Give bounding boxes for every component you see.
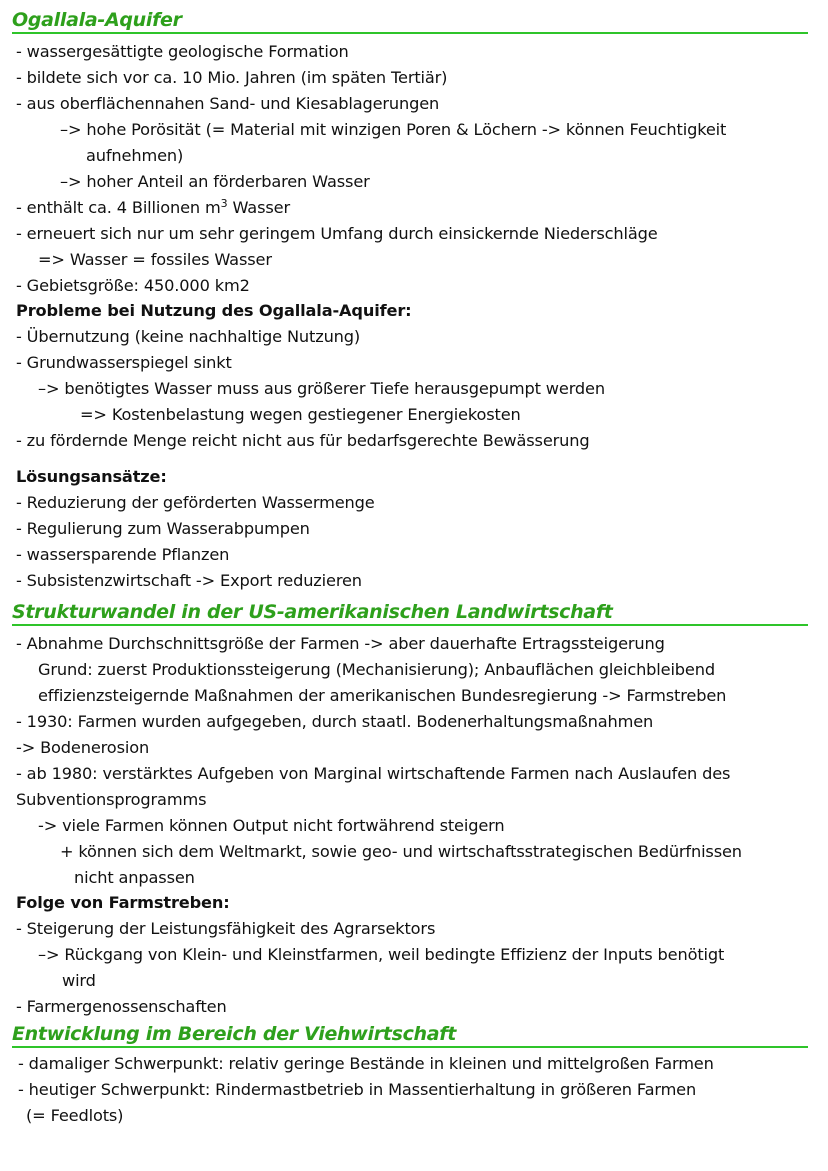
text-line: - Übernutzung (keine nachhaltige Nutzung)	[16, 327, 361, 346]
text-line: - ab 1980: verstärktes Aufgeben von Marginal wirtschaftende Farmen nach Auslaufen des	[16, 764, 731, 783]
text-line: -> viele Farmen können Output nicht fortwährend steigern	[38, 816, 505, 835]
text-line: - aus oberflächennahen Sand- und Kiesablagerungen	[16, 94, 440, 113]
text-line: - Subsistenzwirtschaft -> Export reduzieren	[16, 571, 362, 590]
text-line: => Wasser = fossiles Wasser	[38, 250, 272, 269]
text-line: -> Bodenerosion	[16, 738, 150, 757]
text-line: - Farmergenossenschaften	[16, 997, 227, 1016]
text-line: - 1930: Farmen wurden aufgegeben, durch staatl. Bodenerhaltungsmaßnahmen	[16, 712, 654, 731]
text-line: nicht anpassen	[74, 868, 195, 887]
section-heading-viehwirtschaft: Entwicklung im Bereich der Viehwirtschaft	[12, 1022, 808, 1048]
section-heading-ogallala: Ogallala-Aquifer	[12, 8, 808, 34]
text-line: - zu fördernde Menge reicht nicht aus für bedarfsgerechte Bewässerung	[16, 431, 590, 450]
text-line: Subventionsprogramms	[16, 790, 207, 809]
text-line: - Regulierung zum Wasserabpumpen	[16, 519, 310, 538]
volume-text: - enthält ca. 4 Billionen m	[16, 198, 221, 217]
text-line: - wassersparende Pflanzen	[16, 545, 230, 564]
text-line: - Gebietsgröße: 450.000 km2	[16, 276, 250, 295]
text-line: –> hoher Anteil an förderbaren Wasser	[60, 172, 370, 191]
text-line: aufnehmen)	[86, 146, 184, 165]
text-line: –> benötigtes Wasser muss aus größerer Tiefe herausgepumpt werden	[38, 379, 605, 398]
text-line: - Reduzierung der geförderten Wassermenge	[16, 493, 375, 512]
text-line: - Abnahme Durchschnittsgröße der Farmen -> aber dauerhafte Ertragssteigerung	[16, 634, 665, 653]
text-line: (= Feedlots)	[26, 1106, 124, 1125]
text-line: - bildete sich vor ca. 10 Mio. Jahren (im späten Tertiär)	[16, 68, 448, 87]
section-heading-strukturwandel: Strukturwandel in der US-amerikanischen Landwirtschaft	[12, 600, 808, 626]
text-line-volume	[16, 197, 290, 219]
text-line: - erneuert sich nur um sehr geringem Umfang durch einsickernde Niederschläge	[16, 224, 658, 243]
text-line: effizienzsteigernde Maßnahmen der amerikanischen Bundesregierung -> Farmstreben	[38, 686, 727, 705]
text-line: - Steigerung der Leistungsfähigkeit des Agrarsektors	[16, 919, 436, 938]
text-line: Grund: zuerst Produktionssteigerung (Mechanisierung); Anbauflächen gleichbleibend	[38, 660, 715, 679]
text-line: wird	[62, 971, 96, 990]
text-line: –> Rückgang von Klein- und Kleinstfarmen, weil bedingte Effizienz der Inputs benötigt	[38, 945, 725, 964]
text-line: - wassergesättigte geologische Formation	[16, 42, 349, 61]
text-line: - damaliger Schwerpunkt: relativ geringe Bestände in kleinen und mittelgroßen Farmen	[18, 1054, 714, 1073]
text-line: - heutiger Schwerpunkt: Rindermastbetrieb in Massentierhaltung in größeren Farmen	[18, 1080, 697, 1099]
subheading-problems: Probleme bei Nutzung des Ogallala-Aquifer:	[16, 301, 412, 320]
subheading-solutions: Lösungsansätze:	[16, 467, 167, 486]
text-line: + können sich dem Weltmarkt, sowie geo- und wirtschaftsstrategischen Bedürfnissen	[60, 842, 742, 861]
text-line: –> hohe Porösität (= Material mit winzigen Poren & Löchern -> können Feuchtigkeit	[60, 120, 727, 139]
volume-unit-text: Wasser	[232, 198, 290, 217]
subheading-consequences: Folge von Farmstreben:	[16, 893, 230, 912]
superscript-3: 3	[220, 197, 228, 210]
text-line: - Grundwasserspiegel sinkt	[16, 353, 232, 372]
text-line: => Kostenbelastung wegen gestiegener Energiekosten	[80, 405, 521, 424]
